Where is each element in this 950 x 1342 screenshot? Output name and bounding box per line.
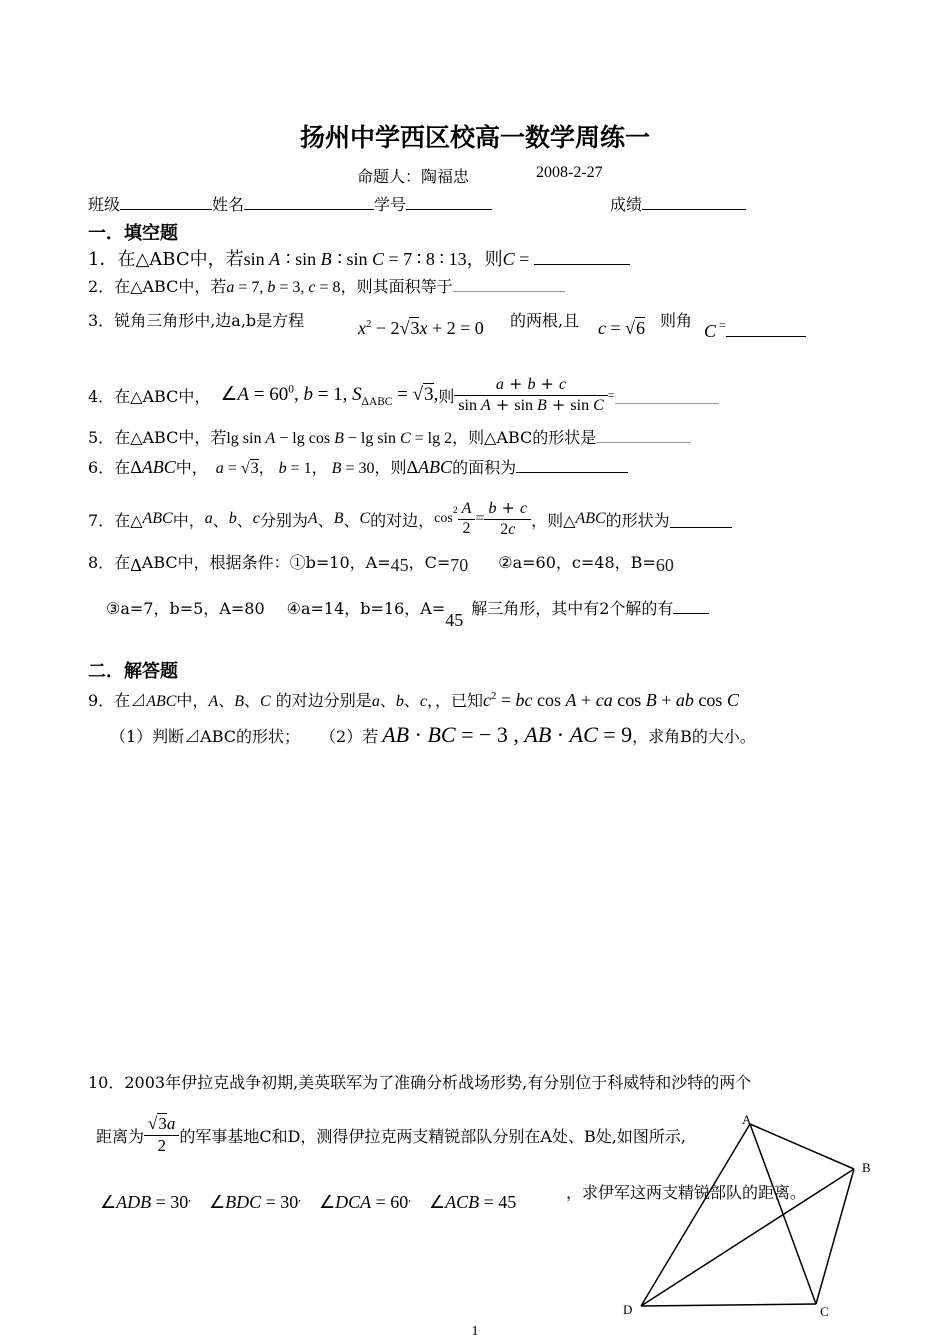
question-5: 5．在△ABC中，若lg sin A − lg cos B − lg sin C = lg 2，则△ABC的形状是 xyxy=(88,425,690,448)
question-text: ，则 xyxy=(466,249,503,270)
label-a: A xyxy=(742,1112,752,1127)
question-text: 的面积为 xyxy=(452,458,517,477)
score-label: 成绩 xyxy=(610,195,643,214)
question-text: 在△ABC中， xyxy=(114,386,211,406)
class-blank[interactable] xyxy=(120,193,212,210)
question-number: 9． xyxy=(88,691,115,710)
question-10-line2: 距离为 $\frac{√3a}{2}$ 的军事基地C和D，测得伊拉克两支精锐部队分别在A处、B处,如图所示, xyxy=(96,1114,686,1155)
number-blank[interactable] xyxy=(406,193,492,210)
question-number: 6． xyxy=(88,458,115,477)
question-text: 中， xyxy=(172,510,205,530)
section-heading: 一．填空题 xyxy=(88,223,178,244)
edge-ab xyxy=(750,1124,854,1169)
page-number: 1 xyxy=(471,1324,479,1339)
question-number: 8． xyxy=(88,553,115,572)
question-9-parts: （1）判断⊿ABC的形状； （2）若 AB · BC = − 3 , AB · AC = 9，求角B的大小。 xyxy=(110,722,756,747)
question-text: 的军事基地C和D，测得伊拉克两支精锐部队分别在A处、B处,如图所示, xyxy=(179,1126,686,1146)
score-field xyxy=(610,192,746,215)
label-c: C xyxy=(820,1304,829,1319)
info-fields xyxy=(88,192,492,215)
q4-fraction: $\frac{a + b + c}{\text{sin A + sin B + sin C}}$ xyxy=(454,375,607,415)
question-text: ，则△ xyxy=(531,510,576,530)
question-text: 的形状为 xyxy=(605,510,670,530)
name-blank[interactable] xyxy=(244,193,374,210)
q3-text: 则角 xyxy=(660,311,693,330)
label-b: B xyxy=(862,1160,871,1175)
question-10 xyxy=(88,1070,751,1093)
question-part: （1）判断⊿ABC的形状； xyxy=(110,727,301,746)
question-number: 1． xyxy=(88,249,118,270)
section-heading: 二．解答题 xyxy=(88,661,178,682)
question-text: ②a=60，c=48，B= xyxy=(498,553,656,572)
name-label: 姓名 xyxy=(212,195,245,214)
score-blank[interactable] xyxy=(642,193,746,210)
edge-ac xyxy=(750,1124,816,1304)
question-9: 9．在⊿ABC中，A、B、C 的对边分别是a、b、c，，已知$c^2$ = bc cos A + ca cos B + ab cos C xyxy=(88,690,739,710)
question-text: 的对边， xyxy=(370,510,435,530)
angle-value: 70 xyxy=(450,555,469,575)
question-number: 4． xyxy=(88,386,115,406)
author: 命题人：陶福忠 xyxy=(357,167,470,186)
question-text: ABC中，根据条件：①b=10，A= xyxy=(141,553,391,572)
question-text: 在 xyxy=(114,458,131,477)
q3-condition: c = √6 xyxy=(598,318,646,338)
question-4: 4． 在△ABC中， ∠A = $60^0$, b = 1, $S_{\Delta ABC} = √3$, 则 $\frac{a + b + c}{\text{sin A + sin B + sin C}}$ = xyxy=(88,370,719,420)
question-text: 在△ABC中，若 xyxy=(114,277,227,296)
question-text: ，则△ABC的形状是 xyxy=(452,428,597,447)
question-10-text: ，求伊军这两支精锐部队的距离。 xyxy=(566,1183,807,1202)
question-text: 的对边分别是 xyxy=(275,691,372,710)
page-title: 扬州中学西区校高一数学周练一 xyxy=(299,123,650,152)
question-6: 6．在ΔABC中， a = √3， b = 1， B = 30，则ΔABC的面积为 xyxy=(88,455,628,478)
question-text: 在△ABC中，若 xyxy=(114,428,227,447)
question-10-angles: ∠ADB = 30, ∠BDC = 30, ∠DCA = 60, ∠ACB = 45 xyxy=(100,1192,517,1212)
angle-value: 45 xyxy=(390,555,409,575)
question-text: 中， xyxy=(175,458,208,477)
class-label: 班级 xyxy=(88,195,121,214)
question-text: 中， xyxy=(176,691,209,710)
question-text: 在⊿ xyxy=(114,691,147,710)
answer-blank[interactable] xyxy=(673,597,709,614)
question-text: ③a=7，b=5，A=80 xyxy=(106,599,265,618)
q3-answer: C = xyxy=(704,318,806,342)
question-text: 则 xyxy=(438,386,455,406)
triangle-figure xyxy=(620,1108,880,1323)
q3-text: 的两根,且 xyxy=(510,311,580,330)
question-8: 8．在ΔABC中，根据条件：①b=10，A=45，C=70 ②a=60，c=48，B=60 xyxy=(88,553,674,575)
number-label: 学号 xyxy=(374,195,407,214)
question-text: 在△ xyxy=(114,510,143,530)
q3-equation: $x^2 - 2√3x + 2 = 0$ xyxy=(358,318,484,338)
question-text: 分别为 xyxy=(259,510,308,530)
question-number: 2． xyxy=(88,277,115,296)
angle-value: 45 xyxy=(445,610,464,630)
date: 2008-2-27 xyxy=(536,164,603,181)
question-text: 2003年伊拉克战争初期,美英联军为了准确分析战场形势,有分别位于科威特和沙特的两个 xyxy=(124,1073,752,1092)
question-part: ，求角B的大小。 xyxy=(632,727,756,746)
question-text: ，则其面积等于 xyxy=(340,277,453,296)
edge-dc xyxy=(641,1304,816,1306)
question-number: 3． xyxy=(88,311,115,330)
answer-blank[interactable] xyxy=(453,275,565,292)
answer-blank[interactable] xyxy=(516,456,628,473)
question-8-line2 xyxy=(106,596,709,631)
question-text: 在 xyxy=(114,553,131,572)
question-text: 距离为 xyxy=(96,1126,145,1146)
question-1: 1．在△ABC中，若sin A ∶ sin B ∶ sin C = 7 ∶ 8 ∶ 13，则C = xyxy=(88,245,630,271)
question-part: （2）若 xyxy=(328,727,379,746)
answer-blank[interactable] xyxy=(670,511,732,528)
question-text: 锐角三角形中,边a,b是方程 xyxy=(114,311,305,330)
question-text: 解三角形，其中有2个解的有 xyxy=(471,599,674,618)
question-text: 在△ABC中，若 xyxy=(117,249,244,270)
answer-blank[interactable] xyxy=(726,318,806,337)
question-2: 2．在△ABC中，若a = 7, b = 3, c = 8，则其面积等于 xyxy=(88,274,565,297)
label-d: D xyxy=(623,1302,633,1317)
answer-blank[interactable] xyxy=(596,426,690,443)
angle-value: 60 xyxy=(655,555,674,575)
question-text: ，已知 xyxy=(434,691,483,710)
edge-db xyxy=(641,1169,854,1306)
question-7: 7． 在△ ABC 中， a 、 b 、 c 分别为 A 、 B 、 C 的对边， cos $^2$ $\frac{A}{2}$ = $\frac{b + c}{2c}$ ，则△ ABC 的形状为 xyxy=(88,495,732,543)
question-3 xyxy=(88,308,304,331)
edge-da xyxy=(641,1124,750,1306)
question-number: 10． xyxy=(88,1073,125,1092)
question-text: ，C= xyxy=(408,553,451,572)
question-text: ④a=14，b=16，A= xyxy=(286,599,446,618)
question-number: 5． xyxy=(88,428,115,447)
question-number: 7． xyxy=(88,510,115,530)
answer-blank[interactable] xyxy=(534,246,630,265)
question-text: ，则 xyxy=(374,458,407,477)
answer-blank[interactable] xyxy=(615,387,719,404)
